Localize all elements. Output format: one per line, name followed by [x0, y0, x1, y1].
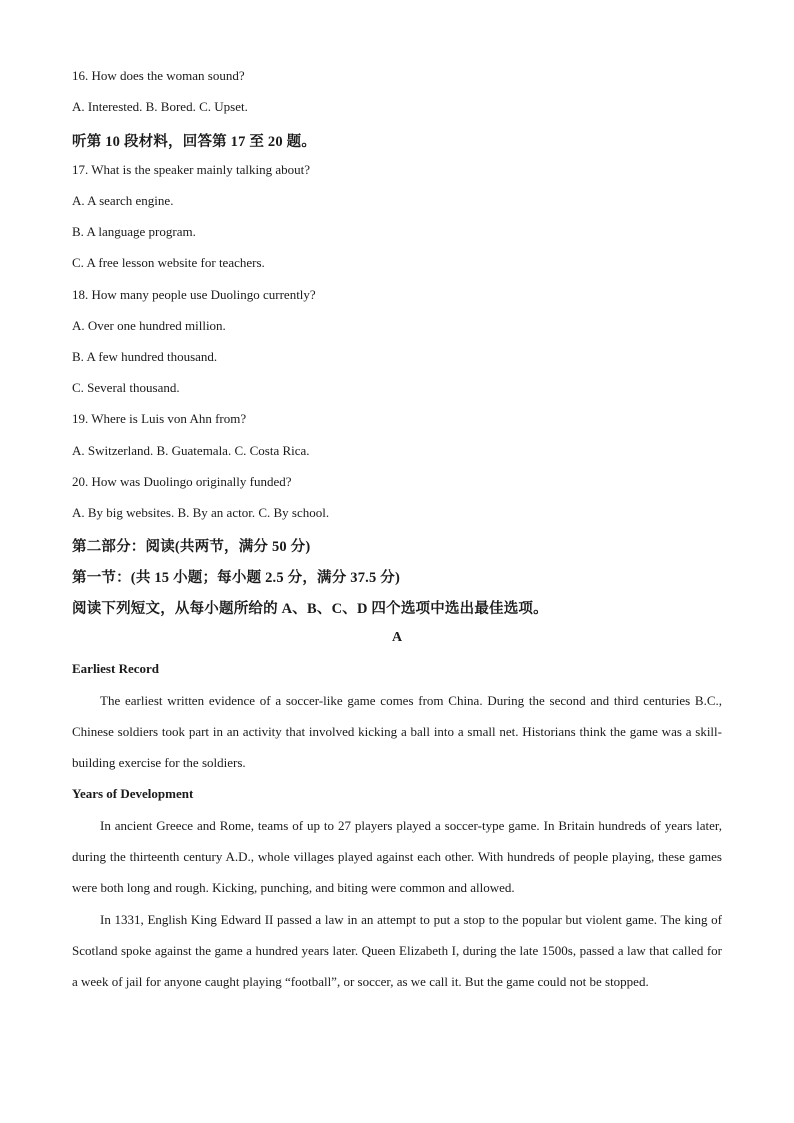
question-16-options: A. Interested. B. Bored. C. Upset.	[72, 99, 248, 114]
question-20-options: A. By big websites. B. By an actor. C. By school.	[72, 505, 330, 520]
section-10-instruction: 听第 10 段材料，回答第 17 至 20 题。	[72, 134, 317, 150]
question-19: 19. Where is Luis von Ahn from?	[72, 411, 247, 426]
question-16: 16. How does the woman sound?	[72, 68, 245, 83]
heading-earliest-record: Earliest Record	[72, 661, 160, 676]
heading-years-of-development: Years of Development	[72, 786, 194, 801]
paragraph-3: In 1331, English King Edward II passed a law in an attempt to put a stop to the popular but violent game. The king of Scotland spoke against the game a hundred years later. Queen Elizabeth I, during the late 1500s, passed a law that called for a week of jail for anyone caught playing “football”, or soccer, as we call it. But the game could not be stopped.	[72, 912, 722, 989]
section-one-title: 第一节：(共 15 小题；每小题 2.5 分，满分 37.5 分)	[72, 570, 401, 586]
paragraph-2: In ancient Greece and Rome, teams of up to 27 players played a soccer-type game. In Britain hundreds of years later, during the thirteenth century A.D., whole villages played against each other. With hundreds of people playing, these games were both long and rough. Kicking, punching, and biting were common and allowed.	[72, 818, 722, 895]
question-18-option-b: B. A few hundred thousand.	[72, 349, 218, 364]
question-18-option-a: A. Over one hundred million.	[72, 318, 226, 333]
question-17-option-c: C. A free lesson website for teachers.	[72, 255, 265, 270]
question-17-option-a: A. A search engine.	[72, 193, 174, 208]
reading-instruction: 阅读下列短文，从每小题所给的 A、B、C、D 四个选项中选出最佳选项。	[72, 601, 548, 617]
question-18: 18. How many people use Duolingo currently?	[72, 287, 316, 302]
question-19-options: A. Switzerland. B. Guatemala. C. Costa Rica.	[72, 443, 310, 458]
question-17: 17. What is the speaker mainly talking about?	[72, 162, 311, 177]
part-two-title: 第二部分：阅读(共两节，满分 50 分)	[72, 539, 311, 555]
question-20: 20. How was Duolingo originally funded?	[72, 474, 292, 489]
question-18-option-c: C. Several thousand.	[72, 380, 180, 395]
question-17-option-b: B. A language program.	[72, 224, 196, 239]
passage-label: A	[391, 630, 403, 645]
paragraph-1: The earliest written evidence of a soccer-like game comes from China. During the second and third centuries B.C., Chinese soldiers took part in an activity that involved kicking a ball into a small net. Historians think the game was a skill-building exercise for the soldiers.	[72, 693, 722, 770]
